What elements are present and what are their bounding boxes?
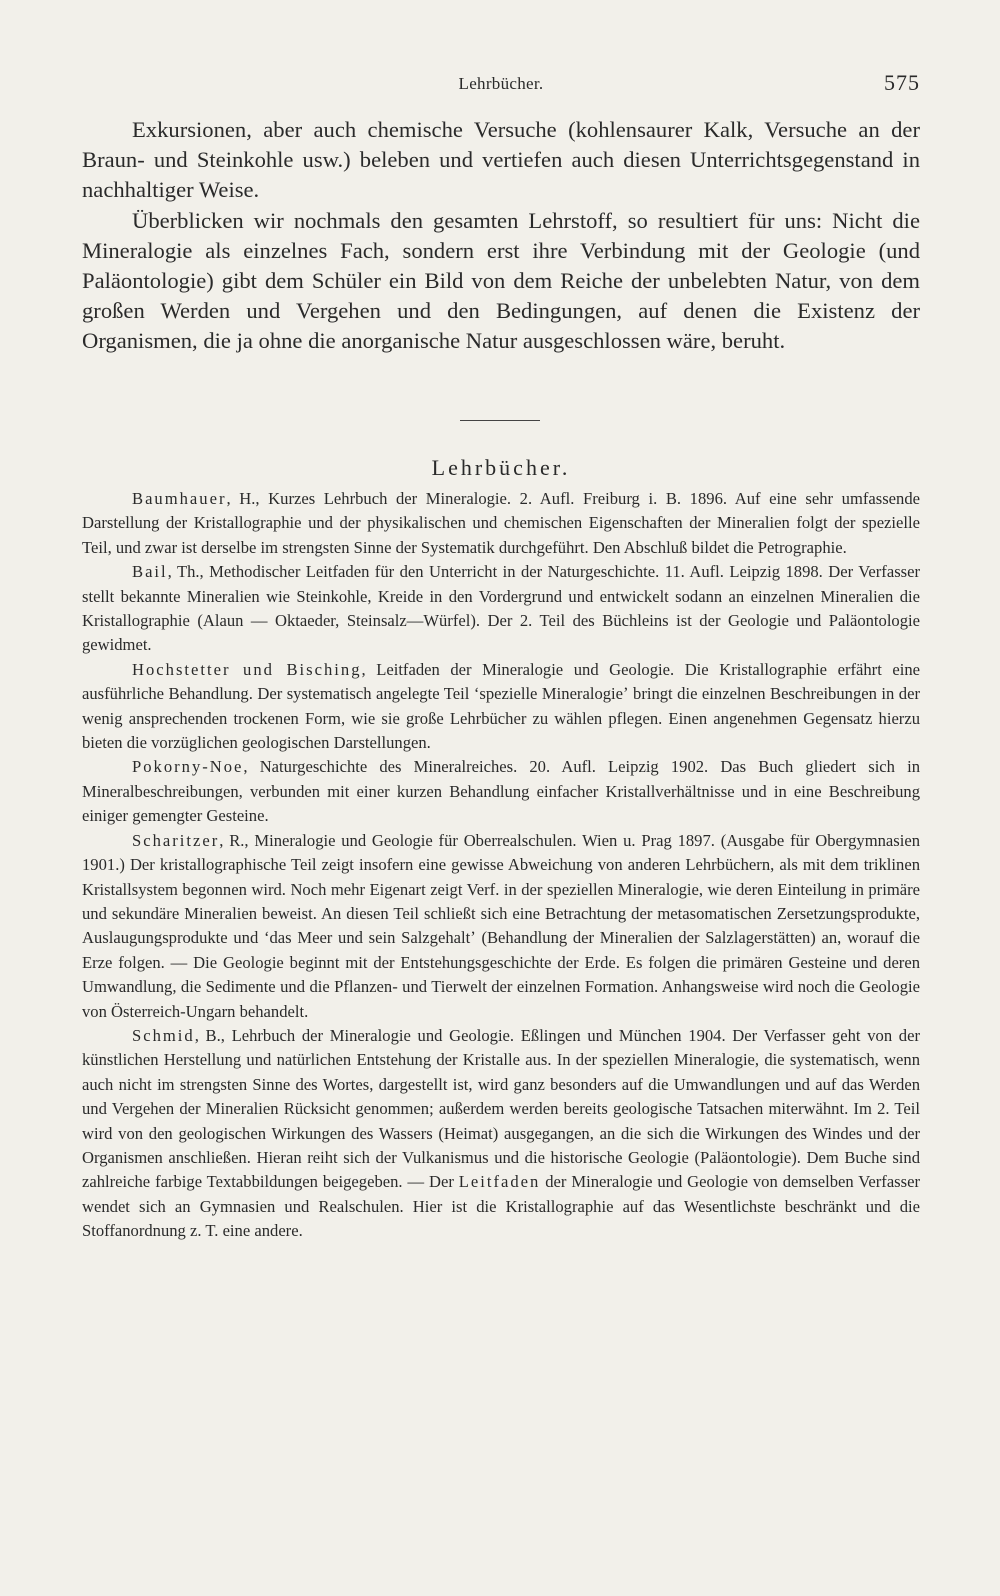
- section-divider: [460, 420, 540, 421]
- entry-author: Scharitzer: [132, 830, 220, 850]
- entry-spaced-title: Leitfaden: [458, 1172, 541, 1192]
- entry-text: , Th., Methodischer Leitfaden für den Unterricht in der Naturgeschichte. 11. Aufl. Leipzig 1898. Der Verfasser stellt bekannte Mineralien wie Steinkohle, Kreide in den Vordergrund und entwickelt sodann an einzelnen Mineralien die Kristallographie (Alaun — Oktaeder, Steinsalz—Würfel). Der 2. Teil des Büchleins ist der Geologie und Paläontologie gewidmet.: [82, 562, 920, 655]
- entry-author: Baumhauer: [132, 489, 227, 508]
- entry-author: Schmid: [132, 1025, 195, 1045]
- textbook-entry: [82, 487, 920, 560]
- entry-text: , Leitfaden der Mineralogie und Geologie. Die Kristallographie erfährt eine ausführliche Behandlung. Der systematisch angelegte Teil ʻspezielle Mineralogieʼ bringt die einzelnen Beschreibungen in der wenig ansprechenden trockenen Form, wie sie große Lehrbücher zu wählen pflegen. Einen angenehmen Gegensatz hierzu bieten die vorzüglichen geologischen Darstellungen.: [82, 659, 920, 753]
- page-number: 575: [884, 70, 920, 95]
- entry-author: Pokorny-Noe: [132, 757, 244, 777]
- section-heading: Lehrbücher.: [431, 455, 571, 480]
- intro-paragraph: Exkursionen, aber auch chemische Versuche (kohlensaurer Kalk, Versuche an der Braun- und Steinkohle usw.) beleben und vertiefen auch diesen Unterrichtsgegenstand in nachhaltiger Weise.: [82, 117, 920, 203]
- entry-text: , Naturgeschichte des Mineralreiches. 20. Aufl. Leipzig 1902. Das Buch gliedert sich in Mineralbeschreibungen, verbunden mit einer kurzen Behandlung einfacher Kristallverhältnisse und in eine Beschreibung einiger gemengter Gesteine.: [82, 757, 920, 826]
- running-head: [82, 70, 920, 100]
- textbook-entry: [82, 658, 920, 756]
- textbook-entry: [82, 560, 920, 658]
- entry-text: , B., Lehrbuch der Mineralogie und Geologie. Eßlingen und München 1904. Der Verfasser geht von der künstlichen Herstellung und natürlichen Entstehung der Kristalle aus. In der speziellen Mineralogie, die systematisch, wenn auch nicht im strengsten Sinne des Wortes, dargestellt ist, wird ganz besonders auf die Umwandlungen und auf das Werden und Vergehen der Mineralien Rücksicht genommen; außerdem werden bereits geologische Tatsachen miterwähnt. Im 2. Teil wird von den geologischen Wirkungen des Wassers (Heimat) ausgegangen, an die sich die Wirkungen des Windes und der Organismen anschließen. Hieran reiht sich der Vulkanismus und die historische Geologie (Paläontologie). Dem Buche sind zahlreiche farbige Textabbildungen beigegeben. — Der: [82, 1025, 920, 1192]
- textbook-entry: [82, 1024, 920, 1244]
- intro-text: [82, 115, 920, 357]
- running-title: Lehrbücher.: [458, 74, 544, 93]
- textbook-list: [82, 487, 920, 1244]
- textbook-entry: [82, 829, 920, 1024]
- textbook-entry: [82, 755, 920, 828]
- entry-author: Hochstetter und Bisching: [132, 659, 362, 679]
- entry-author: Bail: [132, 562, 168, 582]
- entry-text: , H., Kurzes Lehrbuch der Mineralogie. 2. Aufl. Freiburg i. B. 1896. Auf eine sehr umfassende Darstellung der Kristallographie und der physikalischen und chemischen Eigenschaften der Mineralien folgt der spezielle Teil, und zwar ist derselbe im strengsten Sinne der Systematik durchgeführt. Den Abschluß bildet die Petrographie.: [82, 489, 920, 557]
- entry-text: , R., Mineralogie und Geologie für Oberrealschulen. Wien u. Prag 1897. (Ausgabe für Obergymnasien 1901.) Der kristallographische Teil zeigt insofern eine gewisse Abweichung von anderen Lehrbüchern, als mit dem triklinen Kristallsystem begonnen wird. Noch mehr Eigenart zeigt Verf. in der speziellen Mineralogie, wie deren Einteilung in primäre und sekundäre Mineralien beweist. An diesen Teil schließt sich eine Betrachtung der metasomatischen Zersetzungsprodukte, Auslaugungsprodukte und ʻdas Meer und sein Salzgehaltʼ (Behandlung der Mineralien der Salzlagerstätten) an, worauf die Erze folgen. — Die Geologie beginnt mit der Entstehungsgeschichte der Erde. Es folgen die primären Gesteine und deren Umwandlung, die Sedimente und die Pflanzen- und Tierwelt der einzelnen Formation. Anhangsweise wird noch die Geologie von Österreich-Ungarn behandelt.: [82, 830, 920, 1021]
- entry-text-end: der Mineralogie und Geologie von demselben Verfasser wendet sich an Gymnasien und Realschulen. Hier ist die Kristallographie auf das Wesentlichste beschränkt und die Stoffanordnung z. T. eine andere.: [82, 1172, 920, 1241]
- intro-paragraph: Überblicken wir nochmals den gesamten Lehrstoff, so resultiert für uns: Nicht die Mineralogie als einzelnes Fach, sondern erst ihre Verbindung mit der Geologie (und Paläontologie) gibt dem Schüler ein Bild von dem Reiche der unbelebten Natur, von dem großen Werden und Vergehen und den Bedingungen, auf denen die Existenz der Organismen, die ja ohne die anorganische Natur ausgeschlossen wäre, beruht.: [82, 207, 920, 354]
